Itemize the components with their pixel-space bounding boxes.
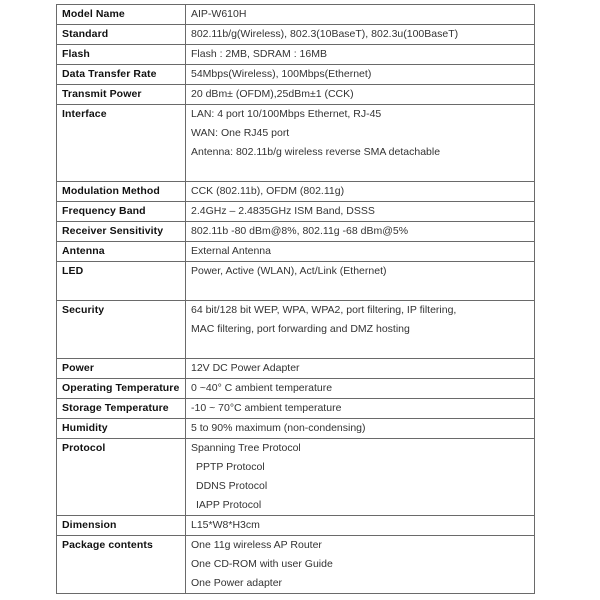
spec-label: Storage Temperature — [57, 399, 186, 419]
spec-value — [186, 536, 535, 594]
spec-value — [186, 399, 535, 419]
spec-label: Humidity — [57, 419, 186, 439]
spec-value-line: -10 ~ 70°C ambient temperature — [191, 402, 342, 414]
spec-value-line: L15*W8*H3cm — [191, 519, 260, 531]
spec-value-line: Antenna: 802.11b/g wireless reverse SMA detachable — [191, 146, 441, 158]
spec-label: Flash — [57, 45, 186, 65]
spec-value-line: AIP-W610H — [191, 8, 247, 20]
spec-row-interface — [57, 105, 535, 182]
spec-value — [186, 516, 535, 536]
spec-label: Operating Temperature — [57, 379, 186, 399]
spec-row-protocol — [57, 439, 535, 516]
spec-row-power — [57, 359, 535, 379]
spec-value-line: LAN: 4 port 10/100Mbps Ethernet, RJ-45 — [191, 108, 382, 120]
spec-value-line: External Antenna — [191, 245, 271, 257]
spec-value — [186, 262, 535, 301]
spec-label: Standard — [57, 25, 186, 45]
specification-table — [56, 4, 535, 594]
spec-label: Antenna — [57, 242, 186, 262]
spec-value-line: MAC filtering, port forwarding and DMZ hosting — [191, 323, 410, 335]
spec-value-line: One Power adapter — [191, 577, 283, 589]
spec-value — [186, 439, 535, 516]
spec-value — [186, 301, 535, 359]
spec-value — [186, 105, 535, 182]
spec-row-model-name — [57, 5, 535, 25]
spec-label: Transmit Power — [57, 85, 186, 105]
spec-label: Dimension — [57, 516, 186, 536]
spec-label: Model Name — [57, 5, 186, 25]
spec-label: Modulation Method — [57, 182, 186, 202]
spec-row-led — [57, 262, 535, 301]
spec-label: Protocol — [57, 439, 186, 516]
spec-value — [186, 222, 535, 242]
spec-value — [186, 242, 535, 262]
spec-value — [186, 379, 535, 399]
spec-value-line: CCK (802.11b), OFDM (802.11g) — [191, 185, 345, 197]
spec-label: LED — [57, 262, 186, 301]
spec-row-data-transfer-rate — [57, 65, 535, 85]
spec-value — [186, 202, 535, 222]
spacer — [191, 339, 529, 358]
spec-value — [186, 182, 535, 202]
spec-row-package-contents — [57, 536, 535, 594]
spec-row-dimension — [57, 516, 535, 536]
spec-row-flash — [57, 45, 535, 65]
spec-value-line: 54Mbps(Wireless), 100Mbps(Ethernet) — [191, 68, 372, 80]
spec-row-standard — [57, 25, 535, 45]
spec-value-line: 2.4GHz – 2.4835GHz ISM Band, DSSS — [191, 205, 375, 217]
spec-row-storage-temperature — [57, 399, 535, 419]
spec-value-line: WAN: One RJ45 port — [191, 127, 290, 139]
spec-label: Receiver Sensitivity — [57, 222, 186, 242]
spec-value-line: DDNS Protocol — [196, 480, 268, 492]
spec-row-humidity — [57, 419, 535, 439]
spec-label: Power — [57, 359, 186, 379]
spec-value — [186, 45, 535, 65]
spec-value-line: 5 to 90% maximum (non-condensing) — [191, 422, 366, 434]
spec-value-line: Power, Active (WLAN), Act/Link (Ethernet) — [191, 265, 387, 277]
spec-value-line: 802.11b -80 dBm@8%, 802.11g -68 dBm@5% — [191, 225, 409, 237]
spec-value — [186, 85, 535, 105]
spec-value-line: PPTP Protocol — [196, 461, 265, 473]
spec-label: Frequency Band — [57, 202, 186, 222]
spec-row-transmit-power — [57, 85, 535, 105]
spec-value-line: 802.11b/g(Wireless), 802.3(10BaseT), 802.3u(100BaseT) — [191, 28, 459, 40]
spec-value-line: 20 dBm± (OFDM),25dBm±1 (CCK) — [191, 88, 354, 100]
spacer — [191, 281, 529, 300]
spec-row-modulation-method — [57, 182, 535, 202]
spec-value — [186, 419, 535, 439]
spec-row-operating-temperature — [57, 379, 535, 399]
spec-row-receiver-sensitivity — [57, 222, 535, 242]
spec-value — [186, 25, 535, 45]
spec-value — [186, 65, 535, 85]
spec-value-line: Flash : 2MB, SDRAM : 16MB — [191, 48, 327, 60]
spec-value-line: One CD-ROM with user Guide — [191, 558, 333, 570]
spec-row-security — [57, 301, 535, 359]
spec-row-antenna — [57, 242, 535, 262]
spec-value-line: 12V DC Power Adapter — [191, 362, 300, 374]
spec-value-line: One 11g wireless AP Router — [191, 539, 322, 551]
spec-value-line: Spanning Tree Protocol — [191, 442, 301, 454]
spec-row-frequency-band — [57, 202, 535, 222]
spec-value — [186, 5, 535, 25]
spec-value-line: IAPP Protocol — [196, 499, 262, 511]
spacer — [191, 162, 529, 181]
spec-value-line: 64 bit/128 bit WEP, WPA, WPA2, port filtering, IP filtering, — [191, 304, 457, 316]
spec-value — [186, 359, 535, 379]
spec-label: Package contents — [57, 536, 186, 594]
spec-label: Interface — [57, 105, 186, 182]
spec-value-line: 0 ~40° C ambient temperature — [191, 382, 333, 394]
spec-label: Security — [57, 301, 186, 359]
spec-label: Data Transfer Rate — [57, 65, 186, 85]
